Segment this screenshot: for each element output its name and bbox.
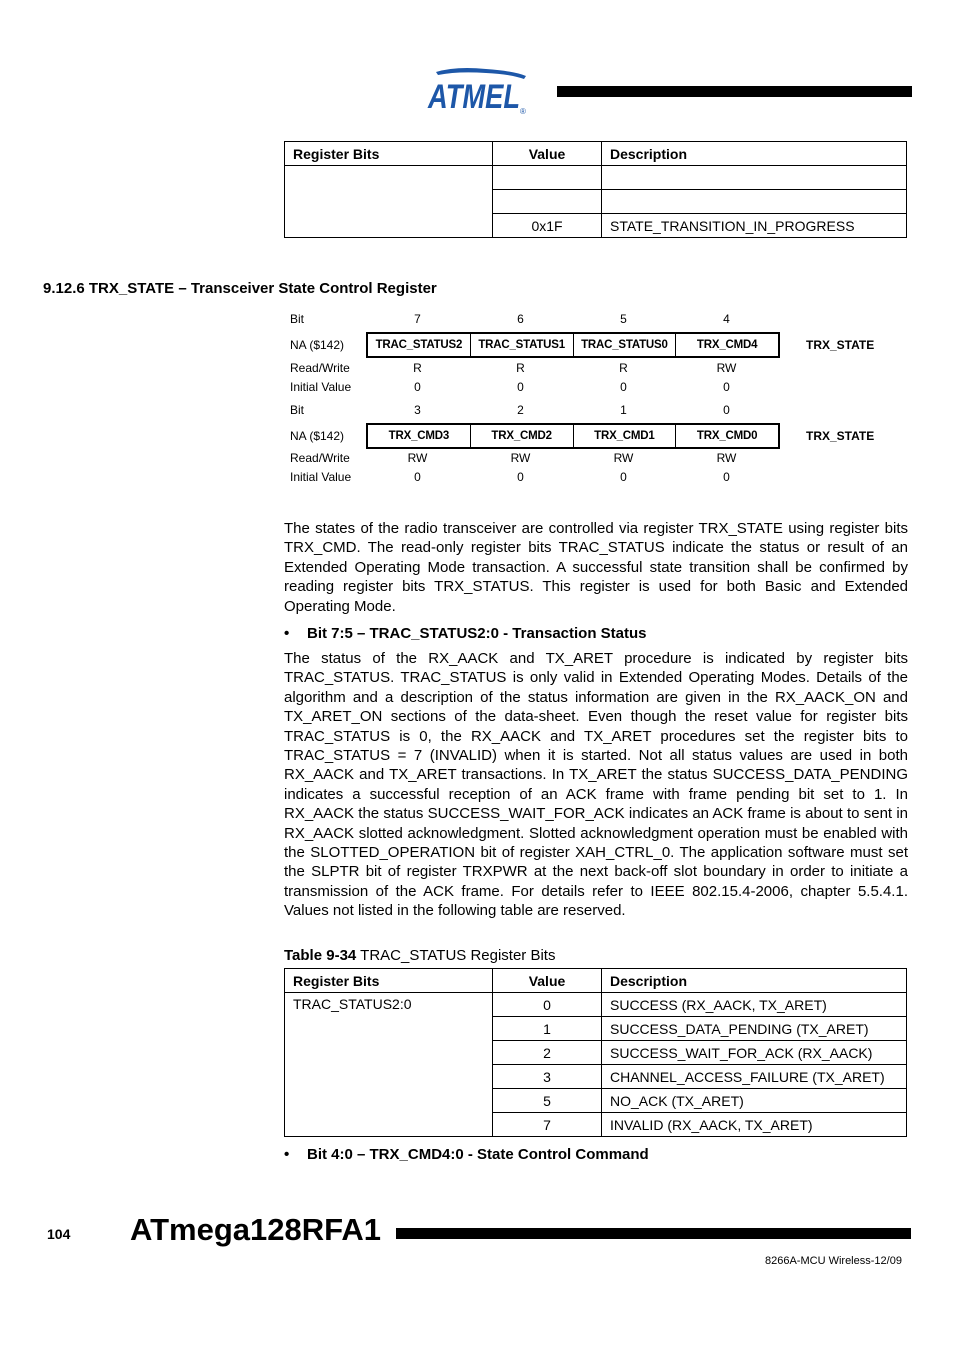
- field-trx-cmd3: TRX_CMD3: [368, 425, 471, 447]
- page-number: 104: [47, 1226, 71, 1242]
- bullet-text: Bit 4:0 – TRX_CMD4:0 - State Control Command: [307, 1146, 649, 1163]
- rw-value: R: [413, 361, 422, 375]
- header-register-bits: Register Bits: [285, 969, 493, 993]
- state-table-continuation: [284, 141, 907, 238]
- initial-value-label: Initial Value: [290, 380, 352, 394]
- caption-text: TRAC_STATUS Register Bits: [356, 947, 556, 964]
- bit-label: Bit: [290, 403, 305, 417]
- table-header-row: [285, 969, 907, 993]
- rw-value: RW: [407, 451, 428, 465]
- rw-value: RW: [716, 361, 737, 375]
- initial-value: 0: [620, 470, 627, 484]
- field-trac-status1: TRAC_STATUS1: [471, 334, 574, 356]
- atmel-logo: [426, 66, 530, 116]
- document-code: 8266A-MCU Wireless-12/09: [765, 1255, 902, 1267]
- value-cell: [493, 166, 602, 190]
- header-description: Description: [602, 142, 907, 166]
- rw-value: RW: [510, 451, 531, 465]
- bit-number: 6: [517, 312, 524, 326]
- register-name: TRX_STATE: [806, 338, 875, 352]
- description-cell: CHANNEL_ACCESS_FAILURE (TX_ARET): [602, 1065, 907, 1089]
- bit-number: 7: [414, 312, 421, 326]
- description-cell: SUCCESS_DATA_PENDING (TX_ARET): [602, 1017, 907, 1041]
- description-cell: NO_ACK (TX_ARET): [602, 1089, 907, 1113]
- trac-status-paragraph: The status of the RX_AACK and TX_ARET procedure is indicated by register bits TRAC_STATUS. TRAC_STATUS is only valid in Extended Operating Modes. Details of the algorithm and a description of the status information are given in the RX_AACK_ON and TX_ARET_ON sections of the data-sheet. Even though the reset value for register bits TRAC_STATUS is 0, the RX_AACK and TX_ARET procedures set the register bits to TRAC_STATUS = 7 (INVALID) when it is started. Not all status values are used in both RX_AACK and TX_ARET transactions. In TX_ARET the status SUCCESS_DATA_PENDING indicates a successful reception of an ACK frame with frame pending bit set to 1. In RX_AACK the status SUCCESS_WAIT_FOR_ACK indicates an ACK frame is about to sent in RX_AACK slotted acknowledgment. Slotted acknowledgment operation must be enabled with the SLOTTED_OPERATION bit of register XAH_CTRL_0. The application software must set the SLPTR bit of register TRXPWR at the next back-off slot boundary in order to initiate a transmission of the ACK frame. For details refer to IEEE 802.15.4-2006, chapter 5.5.4.1. Values not listed in the following table are reserved.: [284, 650, 908, 920]
- bullet-text: Bit 7:5 – TRAC_STATUS2:0 - Transaction Status: [307, 625, 647, 642]
- description-cell: STATE_TRANSITION_IN_PROGRESS: [602, 214, 907, 238]
- address-label: NA ($142): [290, 429, 345, 443]
- register-fields-high: [366, 332, 780, 358]
- field-trx-cmd4: TRX_CMD4: [696, 339, 758, 351]
- initial-value-label: Initial Value: [290, 470, 352, 484]
- bullet-heading-trac-status: [284, 625, 647, 642]
- rw-label: Read/Write: [290, 451, 350, 465]
- bit-number: 5: [620, 312, 627, 326]
- table-row: [285, 166, 907, 190]
- field-trx-cmd2: TRX_CMD2: [471, 425, 574, 447]
- description-cell: [602, 190, 907, 214]
- footer-rule: [396, 1228, 911, 1239]
- initial-value: 0: [620, 380, 627, 394]
- bit-number: 4: [723, 312, 730, 326]
- value-cell: 0: [493, 993, 602, 1017]
- value-cell: 2: [493, 1041, 602, 1065]
- header-value: Value: [493, 142, 602, 166]
- table-row: [285, 993, 907, 1017]
- register-name: TRX_STATE: [806, 429, 875, 443]
- bullet-heading-trx-cmd: [284, 1146, 649, 1163]
- description-cell: INVALID (RX_AACK, TX_ARET): [602, 1113, 907, 1137]
- value-cell: 0x1F: [493, 214, 602, 238]
- document-title: ATmega128RFA1: [130, 1212, 381, 1247]
- table-header-row: [285, 142, 907, 166]
- caption-number: Table 9-34: [284, 947, 357, 964]
- bit-number: 3: [414, 403, 421, 417]
- field-trx-cmd0: TRX_CMD0: [696, 430, 758, 442]
- bit-number: 1: [620, 403, 627, 417]
- description-cell: SUCCESS (RX_AACK, TX_ARET): [602, 993, 907, 1017]
- address-label: NA ($142): [290, 338, 345, 352]
- description-cell: SUCCESS_WAIT_FOR_ACK (RX_AACK): [602, 1041, 907, 1065]
- register-bits-cell: [285, 166, 493, 238]
- value-cell: 5: [493, 1089, 602, 1113]
- intro-paragraph: The states of the radio transceiver are controlled via register TRX_STATE using register bits TRX_CMD. The read-only register bits TRAC_STATUS indicate the status or result of an Extended Operating Mode transaction. A successful state transition shall be confirmed by reading register bits TRX_STATUS. This register is used for both Basic and Extended Operating Mode.: [284, 520, 908, 615]
- section-heading: 9.12.6 TRX_STATE – Transceiver State Control Register: [43, 280, 437, 297]
- rw-label: Read/Write: [290, 361, 350, 375]
- value-cell: [493, 190, 602, 214]
- rw-value: RW: [716, 451, 737, 465]
- initial-value: 0: [414, 380, 421, 394]
- rw-value: R: [619, 361, 628, 375]
- initial-value: 0: [517, 380, 524, 394]
- rw-value: R: [516, 361, 525, 375]
- value-cell: 1: [493, 1017, 602, 1041]
- bit-label: Bit: [290, 312, 305, 326]
- register-fields-low: [366, 423, 780, 449]
- logo-text: ATMEL: [427, 78, 520, 116]
- initial-value: 0: [517, 470, 524, 484]
- description-cell: [602, 166, 907, 190]
- rw-value: RW: [613, 451, 634, 465]
- bit-number: 2: [517, 403, 524, 417]
- field-trx-cmd1: TRX_CMD1: [574, 425, 677, 447]
- register-bits-cell: TRAC_STATUS2:0: [285, 993, 493, 1137]
- header-rule: [557, 86, 912, 97]
- initial-value: 0: [723, 470, 730, 484]
- value-cell: 3: [493, 1065, 602, 1089]
- header-register-bits: Register Bits: [285, 142, 493, 166]
- initial-value: 0: [414, 470, 421, 484]
- bit-number: 0: [723, 403, 730, 417]
- registered-mark: ®: [520, 107, 526, 116]
- header-value: Value: [493, 969, 602, 993]
- value-cell: 7: [493, 1113, 602, 1137]
- bullet-glyph: •: [284, 1146, 290, 1163]
- field-trac-status2: TRAC_STATUS2: [368, 334, 471, 356]
- header-description: Description: [602, 969, 907, 993]
- bullet-glyph: •: [284, 625, 290, 642]
- initial-value: 0: [723, 380, 730, 394]
- table-caption: [284, 947, 555, 964]
- field-trac-status0: TRAC_STATUS0: [574, 334, 677, 356]
- trac-status-table: [284, 968, 907, 1137]
